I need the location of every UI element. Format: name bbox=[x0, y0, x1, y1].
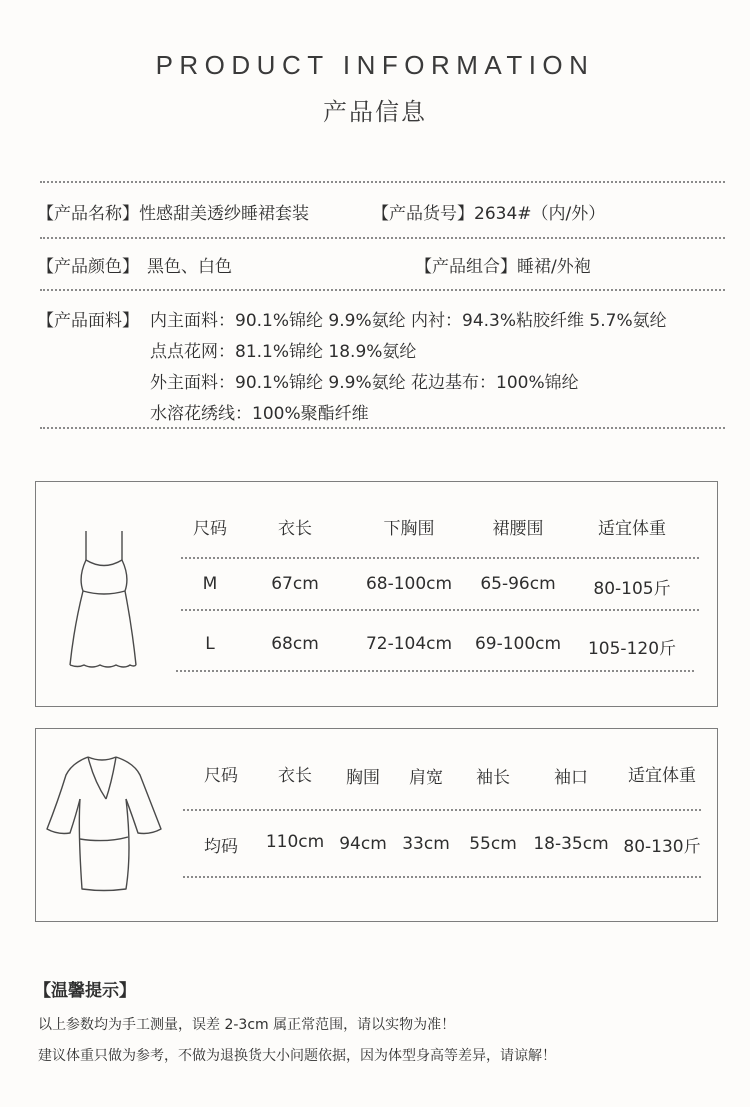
product-name-value: 性感甜美透纱睡裙套装 bbox=[139, 204, 309, 224]
divider bbox=[40, 427, 725, 429]
table-cell: 68cm bbox=[271, 634, 319, 654]
header-cell: 适宜体重 bbox=[598, 519, 666, 539]
table-cell: 67cm bbox=[271, 574, 319, 594]
slip-dress-icon bbox=[64, 527, 169, 672]
product-sku-value: 2634#（内/外） bbox=[474, 204, 606, 224]
size-table-slip-dress bbox=[35, 481, 718, 707]
product-name-row bbox=[37, 199, 309, 224]
fabric-line: 点点花网：81.1%锦纶 18.9%氨纶 bbox=[150, 342, 417, 362]
divider bbox=[181, 557, 699, 559]
product-sku-row bbox=[372, 199, 605, 224]
table-cell: 68-100cm bbox=[365, 574, 453, 594]
page-title-en: PRODUCT INFORMATION bbox=[155, 50, 595, 80]
fabric-line: 水溶花绣线：100%聚酯纤维 bbox=[150, 404, 369, 424]
tip-line: 以上参数均为手工测量，误差 2-3cm 属正常范围，请以实物为准！ bbox=[38, 1017, 456, 1033]
table-cell: 33cm bbox=[402, 834, 450, 854]
table-cell: 55cm bbox=[469, 834, 517, 854]
header-cell: 裙腰围 bbox=[492, 519, 544, 539]
divider bbox=[176, 670, 694, 672]
product-sku-label: 【产品货号】 bbox=[372, 204, 474, 224]
header-cell: 尺码 bbox=[193, 519, 227, 539]
divider bbox=[40, 181, 725, 183]
table-cell: 105-120斤 bbox=[587, 639, 677, 659]
table-cell: 110cm bbox=[265, 832, 325, 852]
table-cell: 65-96cm bbox=[480, 574, 556, 594]
divider bbox=[183, 876, 701, 878]
header-cell: 适宜体重 bbox=[628, 766, 696, 786]
product-combo-row bbox=[415, 252, 591, 277]
divider bbox=[40, 289, 725, 291]
product-combo-label: 【产品组合】 bbox=[415, 257, 517, 277]
header-cell: 胸围 bbox=[346, 768, 380, 788]
product-color-label: 【产品颜色】 bbox=[37, 257, 139, 277]
product-color-value: 黑色、白色 bbox=[147, 257, 232, 277]
product-combo-value: 睡裙/外袍 bbox=[517, 257, 591, 277]
tips-heading: 【温馨提示】 bbox=[34, 981, 136, 1001]
size-table-robe bbox=[35, 728, 718, 922]
product-color-row bbox=[37, 252, 232, 277]
header-cell: 尺码 bbox=[204, 766, 238, 786]
tip-line: 建议体重只做为参考，不做为退换货大小问题依据，因为体型身高等差异，请谅解！ bbox=[38, 1048, 556, 1064]
product-name-label: 【产品名称】 bbox=[37, 204, 139, 224]
divider bbox=[40, 237, 725, 239]
header-cell: 衣长 bbox=[278, 519, 312, 539]
divider bbox=[181, 609, 699, 611]
header-cell: 袖口 bbox=[554, 768, 588, 788]
divider bbox=[183, 809, 701, 811]
fabric-line: 内主面料：90.1%锦纶 9.9%氨纶 内衬：94.3%粘胶纤维 5.7%氨纶 bbox=[150, 311, 667, 331]
page-title-cn: 产品信息 bbox=[323, 98, 427, 126]
header-cell: 袖长 bbox=[476, 768, 510, 788]
table-cell: L bbox=[205, 634, 215, 654]
table-cell: 80-105斤 bbox=[593, 579, 671, 599]
header-cell: 肩宽 bbox=[409, 768, 443, 788]
header-cell: 下胸围 bbox=[383, 519, 435, 539]
header-cell: 衣长 bbox=[278, 766, 312, 786]
table-cell: M bbox=[202, 574, 218, 594]
table-cell: 72-104cm bbox=[365, 634, 453, 654]
table-cell: 18-35cm bbox=[533, 834, 609, 854]
fabric-line: 外主面料：90.1%锦纶 9.9%氨纶 花边基布：100%锦纶 bbox=[150, 373, 579, 393]
table-cell: 94cm bbox=[339, 834, 387, 854]
table-cell: 均码 bbox=[204, 837, 238, 857]
table-cell: 69-100cm bbox=[474, 634, 562, 654]
product-fabric-label: 【产品面料】 bbox=[37, 311, 139, 331]
robe-icon bbox=[44, 751, 166, 893]
table-cell: 80-130斤 bbox=[623, 837, 701, 857]
